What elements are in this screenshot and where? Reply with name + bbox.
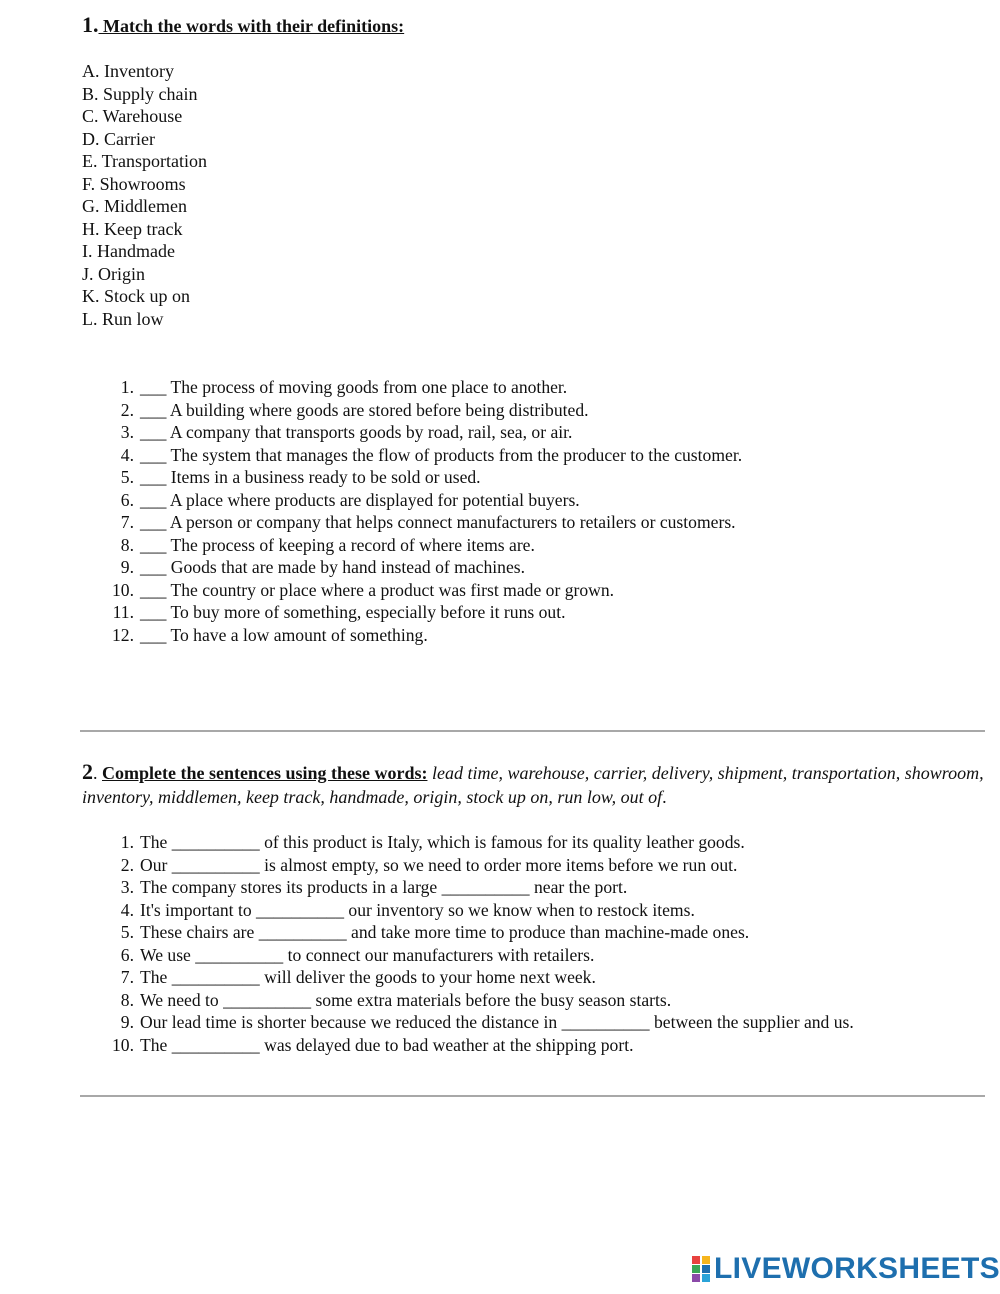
sentence-text[interactable]: The __________ of this product is Italy, which is famous for its quality leather goods. xyxy=(140,832,745,852)
liveworksheets-logo[interactable] xyxy=(692,1254,1000,1284)
sentence-item xyxy=(112,966,854,989)
definition-item xyxy=(112,624,742,647)
word-item: J. Origin xyxy=(82,263,145,284)
sentence-item xyxy=(112,944,854,967)
section-1-title: Match the words with their definitions: xyxy=(98,16,405,36)
sentence-item xyxy=(112,921,854,944)
item-number: 9. xyxy=(120,1012,134,1032)
item-number: 6. xyxy=(120,944,134,965)
section-2-dot: . xyxy=(93,763,102,783)
sentence-text[interactable]: We need to __________ some extra materials before the busy season starts. xyxy=(140,989,672,1010)
section-2-heading xyxy=(82,760,987,809)
sentence-text[interactable]: It's important to __________ our inventory so we know when to restock items. xyxy=(140,899,695,920)
definition-text[interactable]: ___ The system that manages the flow of products from the producer to the customer. xyxy=(140,444,743,465)
word-item: E. Transportation xyxy=(82,151,208,171)
item-number: 10. xyxy=(112,1034,134,1055)
liveworksheets-mark-icon xyxy=(692,1256,712,1282)
item-number: 5. xyxy=(120,467,134,487)
item-number: 4. xyxy=(120,444,134,465)
definition-text[interactable]: ___ To have a low amount of something. xyxy=(140,624,428,645)
sentence-item xyxy=(112,989,854,1012)
item-number: 9. xyxy=(120,557,134,577)
word-item: A. Inventory xyxy=(82,61,174,81)
word-list xyxy=(82,60,207,330)
definition-item xyxy=(112,601,742,624)
sentence-text[interactable]: The company stores its products in a large __________ near the port. xyxy=(140,877,628,897)
section-1-heading xyxy=(82,12,404,38)
logo-text: LIVEWORKSHEETS xyxy=(714,1252,1000,1285)
sentence-text[interactable]: We use __________ to connect our manufacturers with retailers. xyxy=(140,944,595,965)
item-number: 7. xyxy=(120,512,134,532)
word-item: F. Showrooms xyxy=(82,173,186,194)
word-item: D. Carrier xyxy=(82,128,155,149)
sentence-text[interactable]: The __________ will deliver the goods to your home next week. xyxy=(140,967,596,987)
word-item: C. Warehouse xyxy=(82,106,183,126)
definition-item xyxy=(112,376,742,399)
item-number: 8. xyxy=(120,534,134,555)
section-divider xyxy=(80,730,985,732)
sentence-text[interactable]: Our lead time is shorter because we reduced the distance in __________ between the supplier and us. xyxy=(140,1012,854,1032)
item-number: 10. xyxy=(112,579,134,600)
item-number: 3. xyxy=(120,422,134,442)
definition-item xyxy=(112,534,742,557)
definition-text[interactable]: ___ Items in a business ready to be sold or used. xyxy=(140,467,481,487)
definition-text[interactable]: ___ The process of moving goods from one place to another. xyxy=(140,377,568,397)
item-number: 6. xyxy=(120,489,134,510)
item-number: 3. xyxy=(120,877,134,897)
definition-text[interactable]: ___ The country or place where a product was first made or grown. xyxy=(140,579,615,600)
sentence-text[interactable]: The __________ was delayed due to bad weather at the shipping port. xyxy=(140,1034,634,1055)
item-number: 5. xyxy=(120,922,134,942)
item-number: 11. xyxy=(112,602,134,622)
definition-text[interactable]: ___ A company that transports goods by road, rail, sea, or air. xyxy=(140,422,573,442)
sentence-item xyxy=(112,1034,854,1057)
item-number: 1. xyxy=(120,377,134,397)
sentence-text[interactable]: Our __________ is almost empty, so we need to order more items before we run out. xyxy=(140,854,738,875)
item-number: 2. xyxy=(120,854,134,875)
definition-item xyxy=(112,579,742,602)
sentence-list xyxy=(112,831,854,1056)
word-bank: lead time, warehouse, carrier, delivery, shipment, transportation, showroom, inventory, middlemen, keep track, handmade, origin, stock up on, run low, out of xyxy=(82,763,984,807)
definition-text[interactable]: ___ A person or company that helps connect manufacturers to retailers or customers. xyxy=(140,512,736,532)
definition-text[interactable]: ___ Goods that are made by hand instead of machines. xyxy=(140,557,526,577)
sentence-item xyxy=(112,1011,854,1034)
sentence-item xyxy=(112,876,854,899)
section-2-title: Complete the sentences using these words: xyxy=(102,763,428,783)
definition-item xyxy=(112,556,742,579)
word-item: K. Stock up on xyxy=(82,286,190,306)
sentence-text[interactable]: These chairs are __________ and take more time to produce than machine-made ones. xyxy=(140,922,750,942)
sentence-item xyxy=(112,854,854,877)
section-1-number: 1. xyxy=(82,12,99,37)
word-item: L. Run low xyxy=(82,308,164,329)
sentence-item xyxy=(112,899,854,922)
definition-text[interactable]: ___ A place where products are displayed for potential buyers. xyxy=(140,489,580,510)
definition-item xyxy=(112,489,742,512)
item-number: 7. xyxy=(120,967,134,987)
definition-item xyxy=(112,511,742,534)
definition-item xyxy=(112,466,742,489)
section-2-number: 2 xyxy=(82,759,93,784)
word-item: H. Keep track xyxy=(82,218,183,239)
item-number: 2. xyxy=(120,399,134,420)
word-item: B. Supply chain xyxy=(82,83,198,104)
item-number: 1. xyxy=(120,832,134,852)
definition-item xyxy=(112,399,742,422)
item-number: 12. xyxy=(112,624,134,645)
word-item: I. Handmade xyxy=(82,241,175,261)
definition-text[interactable]: ___ The process of keeping a record of where items are. xyxy=(140,534,535,555)
sentence-item xyxy=(112,831,854,854)
definition-item xyxy=(112,444,742,467)
word-item: G. Middlemen xyxy=(82,196,187,216)
definition-text[interactable]: ___ To buy more of something, especially before it runs out. xyxy=(140,602,566,622)
item-number: 8. xyxy=(120,989,134,1010)
section-divider xyxy=(80,1095,985,1097)
definition-text[interactable]: ___ A building where goods are stored before being distributed. xyxy=(140,399,589,420)
definition-item xyxy=(112,421,742,444)
definition-list xyxy=(112,376,742,646)
item-number: 4. xyxy=(120,899,134,920)
word-bank-end: . xyxy=(662,787,667,807)
